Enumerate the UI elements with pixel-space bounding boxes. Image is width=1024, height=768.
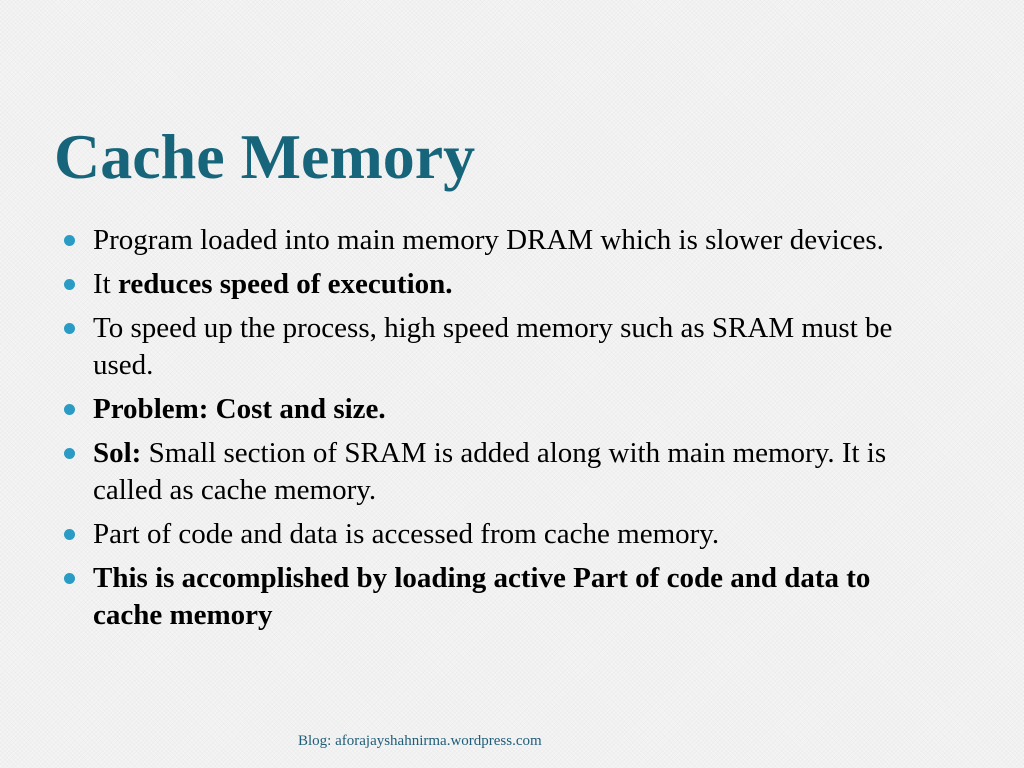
bullet-dot-icon (64, 323, 75, 334)
footer-blog-link[interactable]: Blog: aforajayshahnirma.wordpress.com (298, 733, 542, 749)
bullet-text-prefix: It (93, 268, 118, 300)
bullet-item (62, 516, 942, 553)
bullet-text-bold: Problem: Cost and size. (93, 393, 386, 425)
bullet-dot-icon (64, 404, 75, 415)
bullet-item (62, 391, 942, 428)
bullet-item (62, 222, 942, 259)
bullet-text-bold: This is accomplished by loading active Part of code and data to cache memory (93, 562, 871, 631)
bullet-item (62, 560, 942, 634)
bullet-text: To speed up the process, high speed memory such as SRAM must be used. (93, 312, 893, 381)
slide-title: Cache Memory (54, 121, 476, 192)
bullet-item (62, 266, 942, 303)
bullet-text-bold: Sol: (93, 437, 142, 469)
bullet-dot-icon (64, 235, 75, 246)
bullet-text: Program loaded into main memory DRAM which is slower devices. (93, 224, 884, 256)
bullet-dot-icon (64, 448, 75, 459)
bullet-item (62, 435, 942, 509)
bullet-text-rest: Small section of SRAM is added along with main memory. It is called as cache memory. (93, 437, 887, 506)
bullet-text: Part of code and data is accessed from cache memory. (93, 518, 720, 550)
bullet-list (62, 222, 942, 641)
bullet-text-bold: reduces speed of execution. (117, 268, 453, 300)
bullet-dot-icon (64, 573, 75, 584)
bullet-dot-icon (64, 529, 75, 540)
bullet-dot-icon (64, 279, 75, 290)
bullet-item (62, 310, 942, 384)
